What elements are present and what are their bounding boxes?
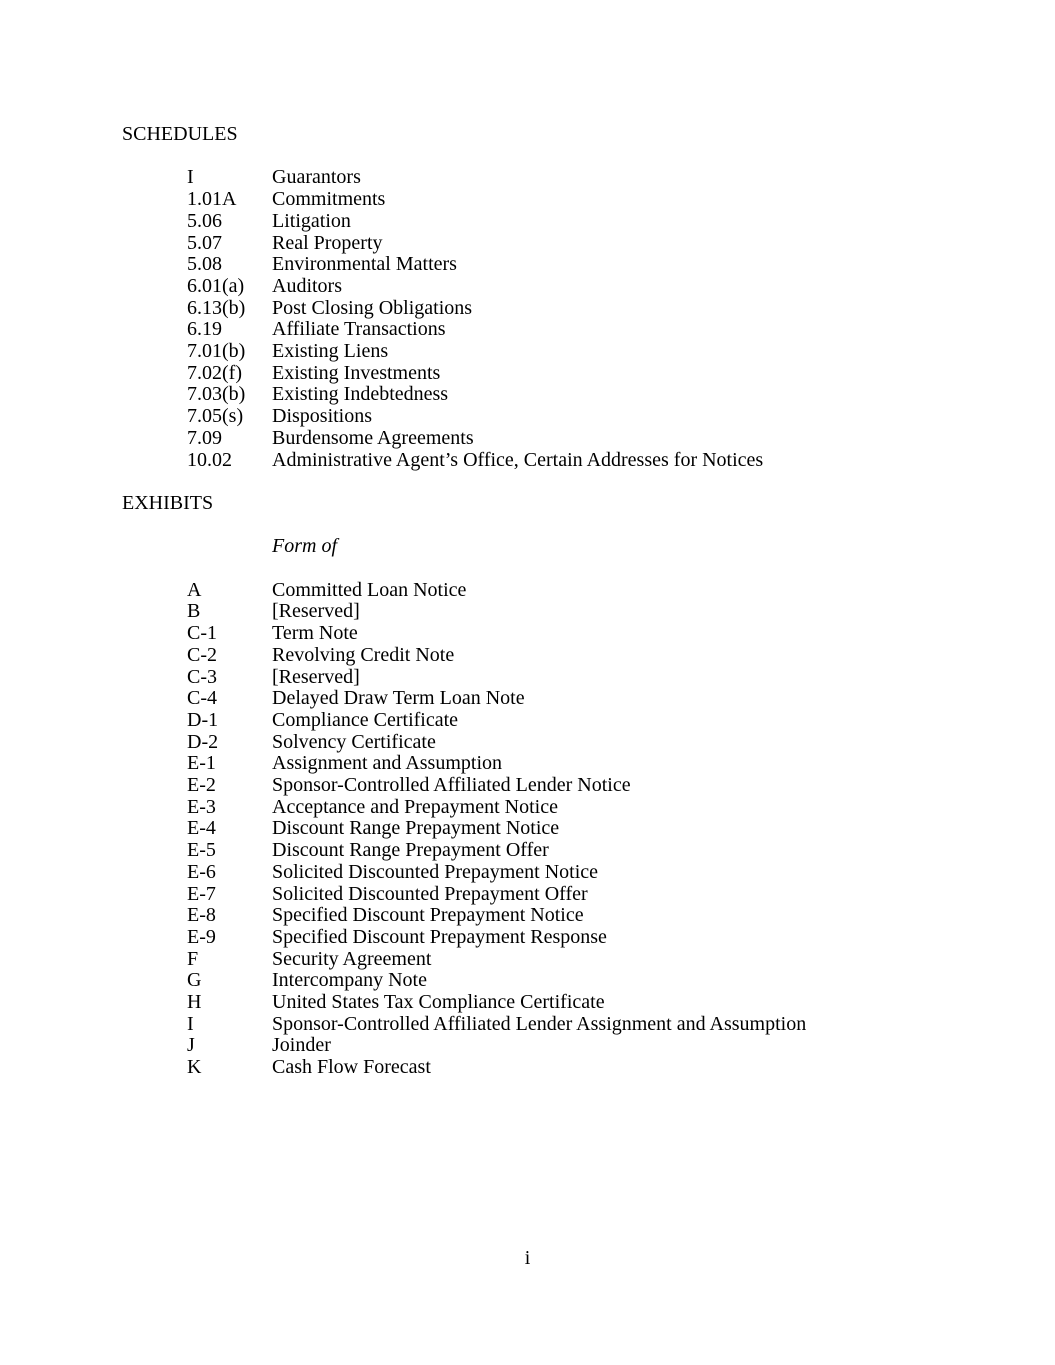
list-item [187,580,1055,602]
item-number: H [187,991,202,1014]
list-item [187,927,1055,949]
item-number: E-1 [187,752,216,775]
list-item [187,992,1055,1014]
list-item [187,623,1055,645]
item-number: 6.13(b) [187,296,246,319]
item-number: 7.09 [187,426,222,449]
item-number: C-2 [187,643,217,666]
item-number: F [187,947,199,970]
item-title: Litigation [272,209,351,232]
item-title: Real Property [272,231,383,254]
item-number: I [187,1012,194,1035]
list-item [187,905,1055,927]
item-number: 6.01(a) [187,274,245,297]
item-title: Discount Range Prepayment Notice [272,817,560,840]
item-title: Existing Investments [272,361,441,384]
item-title: Delayed Draw Term Loan Note [272,687,525,710]
item-title: Specified Discount Prepayment Response [272,925,607,948]
list-item [187,753,1055,775]
item-title: Affiliate Transactions [272,318,446,341]
item-title: Sponsor-Controlled Affiliated Lender Assignment and Assumption [272,1012,807,1035]
list-item [187,406,1055,428]
list-item [187,254,1055,276]
schedules-list [187,167,1055,471]
list-item [187,384,1055,406]
item-title: Auditors [272,274,342,297]
item-number: 7.03(b) [187,383,246,406]
list-item [187,1057,1055,1079]
item-title: Specified Discount Prepayment Notice [272,904,584,927]
list-item [187,862,1055,884]
item-number: E-8 [187,904,216,927]
item-number: 5.08 [187,253,222,276]
list-item [187,884,1055,906]
item-title: Discount Range Prepayment Offer [272,839,549,862]
list-item [187,1014,1055,1036]
list-item [187,276,1055,298]
item-title: Sponsor-Controlled Affiliated Lender Notice [272,774,631,797]
item-number: K [187,1056,202,1079]
item-number: 5.07 [187,231,222,254]
list-item [187,667,1055,689]
list-item [187,710,1055,732]
item-number: 10.02 [187,448,232,471]
form-of-label: Form of [272,535,337,558]
list-item [187,428,1055,450]
item-title: Intercompany Note [272,969,427,992]
item-title: Committed Loan Notice [272,578,467,601]
item-title: Existing Indebtedness [272,383,449,406]
list-item [187,818,1055,840]
item-title: [Reserved] [272,665,360,688]
list-item [187,1035,1055,1057]
item-number: B [187,600,201,623]
list-item [187,601,1055,623]
exhibits-list [187,580,1055,1079]
item-number: 7.05(s) [187,405,244,428]
list-item [187,363,1055,385]
item-title: Solicited Discounted Prepayment Offer [272,882,588,905]
list-item [187,840,1055,862]
item-number: E-2 [187,774,216,797]
item-title: Term Note [272,622,358,645]
list-item [187,949,1055,971]
item-title: Dispositions [272,405,373,428]
item-number: I [187,166,194,189]
list-item [187,189,1055,211]
item-title: Existing Liens [272,340,389,363]
item-number: 7.02(f) [187,361,242,384]
item-title: Administrative Agent’s Office, Certain Addresses for Notices [272,448,764,471]
list-item [187,319,1055,341]
item-number: E-9 [187,925,216,948]
item-title: Assignment and Assumption [272,752,503,775]
list-item [187,970,1055,992]
item-title: Joinder [272,1034,331,1057]
list-item [187,775,1055,797]
item-number: C-1 [187,622,217,645]
item-number: E-6 [187,860,216,883]
list-item [187,341,1055,363]
list-item [187,450,1055,472]
item-number: 6.19 [187,318,222,341]
item-number: E-5 [187,839,216,862]
list-item [187,645,1055,667]
item-title: Burdensome Agreements [272,426,474,449]
item-number: D-2 [187,730,219,753]
list-item [187,211,1055,233]
list-item [187,298,1055,320]
item-number: J [187,1034,195,1057]
item-title: Security Agreement [272,947,432,970]
page-number: i [524,1247,531,1269]
item-title: Environmental Matters [272,253,457,276]
item-number: E-4 [187,817,216,840]
item-title: Post Closing Obligations [272,296,473,319]
item-number: C-3 [187,665,217,688]
schedules-heading: SCHEDULES [122,123,238,145]
item-number: C-4 [187,687,217,710]
item-title: Cash Flow Forecast [272,1056,431,1079]
list-item [187,797,1055,819]
item-title: [Reserved] [272,600,360,623]
item-number: 5.06 [187,209,222,232]
item-number: 1.01A [187,188,237,211]
item-number: 7.01(b) [187,340,246,363]
item-number: E-3 [187,795,216,818]
exhibits-heading: EXHIBITS [122,491,214,514]
item-title: Acceptance and Prepayment Notice [272,795,558,818]
item-title: Revolving Credit Note [272,643,455,666]
item-number: A [187,578,202,601]
item-number: E-7 [187,882,216,905]
item-title: Solvency Certificate [272,730,436,753]
item-number: G [187,969,202,992]
list-item [187,167,1055,189]
list-item [187,688,1055,710]
item-title: Compliance Certificate [272,708,459,731]
item-number: D-1 [187,708,219,731]
list-item [187,233,1055,255]
item-title: Solicited Discounted Prepayment Notice [272,860,599,883]
item-title: Commitments [272,188,386,211]
item-title: United States Tax Compliance Certificate [272,991,605,1014]
item-title: Guarantors [272,166,361,189]
list-item [187,732,1055,754]
